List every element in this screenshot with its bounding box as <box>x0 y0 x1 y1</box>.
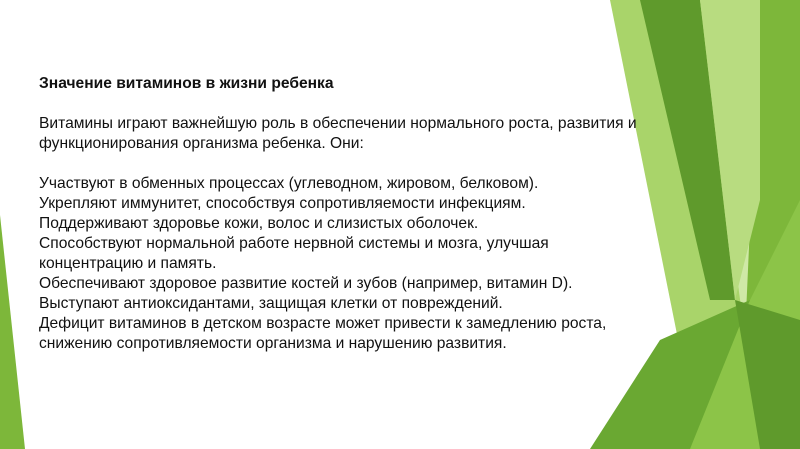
slide-content <box>39 74 639 354</box>
list-item: Участвуют в обменных процессах (углеводном, жировом, белковом). <box>39 175 539 192</box>
list-item: Обеспечивают здоровое развитие костей и зубов (например, витамин D). <box>39 275 573 292</box>
slide-title: Значение витаминов в жизни ребенка <box>39 75 334 92</box>
list-item: Укрепляют иммунитет, способствуя сопротивляемости инфекциям. <box>39 195 526 212</box>
list-item: Выступают антиоксидантами, защищая клетки от повреждений. <box>39 295 503 312</box>
list-item: Способствуют нормальной работе нервной системы и мозга, улучшая концентрацию и память. <box>39 235 549 272</box>
intro-paragraph: Витамины играют важнейшую роль в обеспечении нормального роста, развития и функционирования организма ребенка. Они: <box>39 115 637 152</box>
list-item: Дефицит витаминов в детском возрасте может привести к замедлению роста, снижению сопротивляемости организма и нарушению развития. <box>39 315 607 352</box>
list-item: Поддерживают здоровье кожи, волос и слизистых оболочек. <box>39 215 479 232</box>
